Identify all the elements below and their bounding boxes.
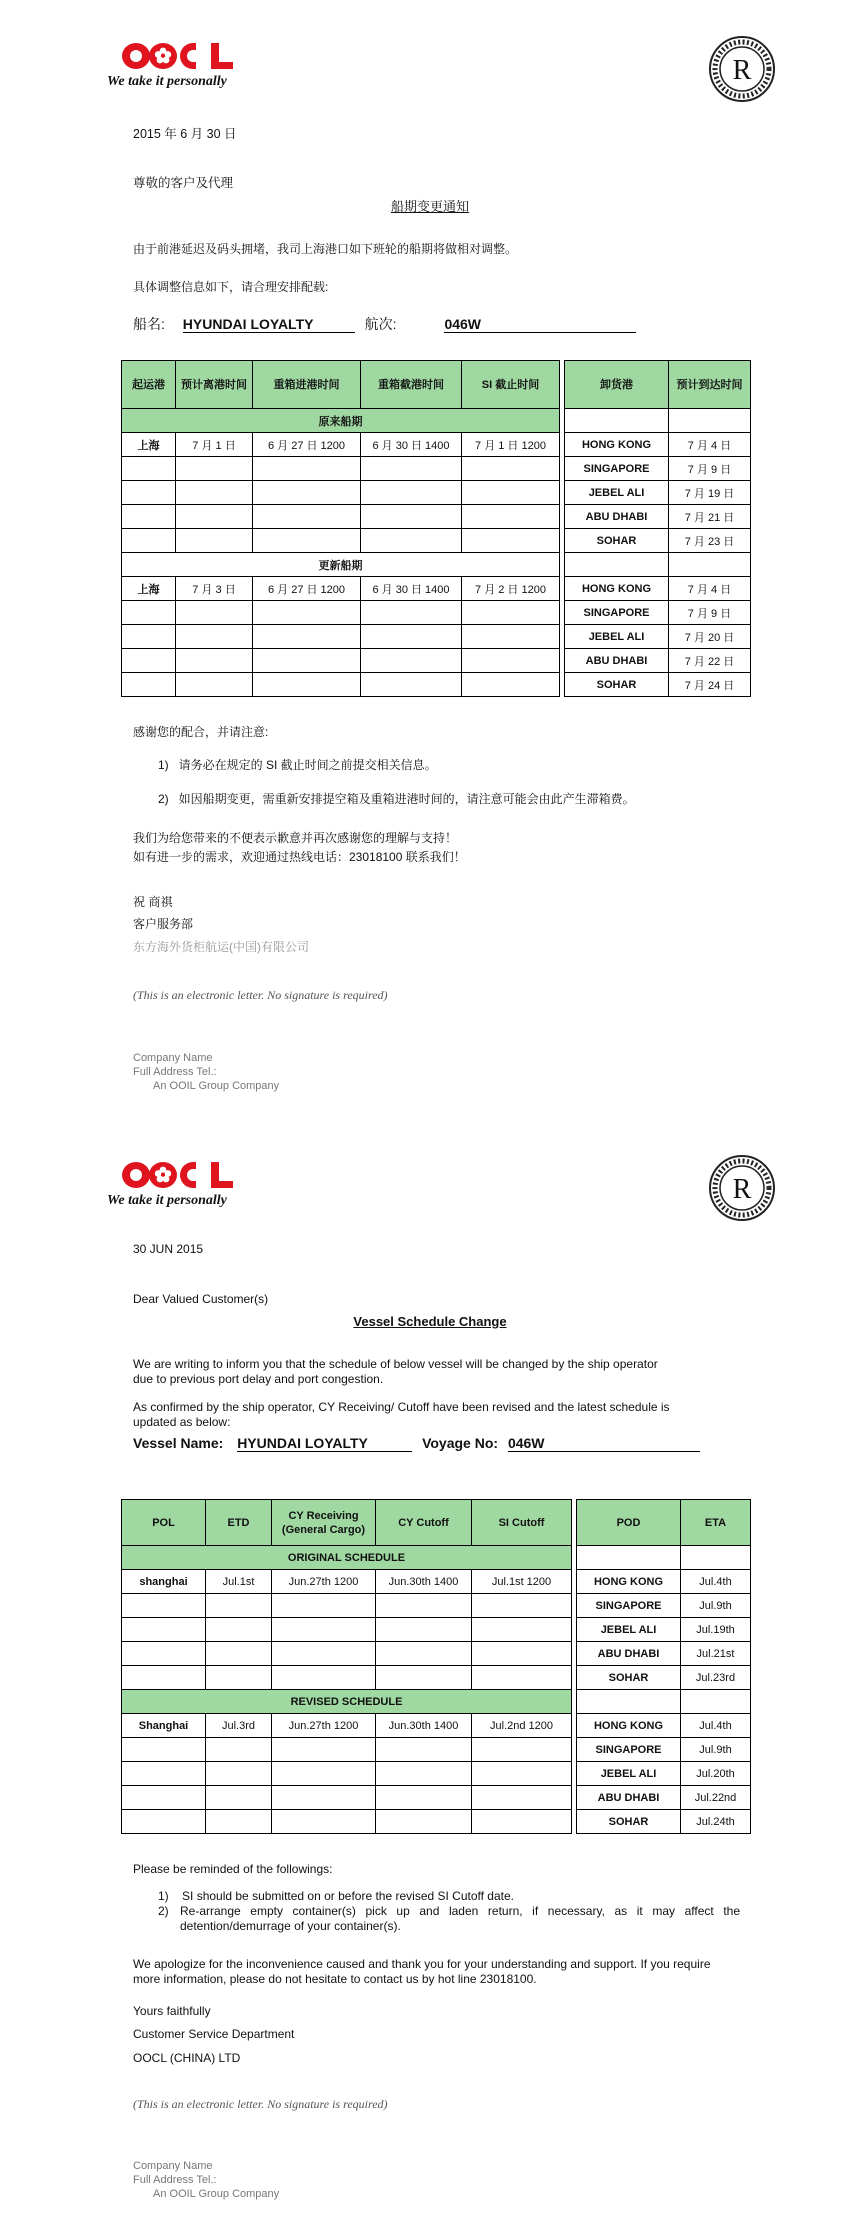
pod-cell: JEBEL ALI [565,625,669,649]
col-header-pod: POD [577,1500,681,1546]
revised-schedule-label: REVISED SCHEDULE [122,1690,572,1714]
vessel-name: HYUNDAI LOYALTY [183,316,355,333]
col-header-cy-cutoff: 重箱截港时间 [361,361,462,409]
empty-cell [253,505,361,529]
empty-cell [272,1762,376,1786]
table-row [122,1642,751,1666]
pod-cell: HONG KONG [577,1714,681,1738]
empty-cell [206,1738,272,1762]
empty-cell [361,505,462,529]
table-cell: 7 月 3 日 [176,577,253,601]
empty-cell [253,673,361,697]
empty-cell [272,1642,376,1666]
company-name: 东方海外货柜航运(中国)有限公司 [133,940,309,954]
eta-cell: 7 月 9 日 [669,601,751,625]
empty-cell [462,481,560,505]
pod-cell: SINGAPORE [565,601,669,625]
table-cell: 7 月 2 日 1200 [462,577,560,601]
table-cell: Jun.27th 1200 [272,1714,376,1738]
empty-cell [176,673,253,697]
electronic-letter-note: (This is an electronic letter. No signature is required) [133,2097,388,2111]
empty-cell [122,529,176,553]
empty-cell [206,1762,272,1786]
intro-paragraph-2: 具体调整信息如下，请合理安排配载: [133,280,329,294]
pod-cell: JEBEL ALI [565,481,669,505]
eta-cell: 7 月 24 日 [669,673,751,697]
empty-cell [206,1666,272,1690]
table-row [122,1618,751,1642]
empty-cell [376,1762,472,1786]
empty-cell [122,673,176,697]
note-item: 2) Re-arrange empty container(s) pick up and laden return, if necessary, as it may affect the detention/demurrage of your container(s). [158,1904,740,1933]
empty-cell [122,505,176,529]
oocl-logo [107,1157,257,1217]
letter-title: 船期变更通知 [390,199,469,214]
footer-group: An OOIL Group Company [153,1080,280,1092]
empty-cell [253,529,361,553]
col-header-etd: ETD [206,1500,272,1546]
eta-cell: Jul.23rd [681,1666,751,1690]
pod-cell: ABU DHABI [565,505,669,529]
col-header-pol: POL [122,1500,206,1546]
empty-cell [122,1594,206,1618]
closing: 祝 商祺 [133,895,173,909]
table-cell: 上海 [122,577,176,601]
empty-cell [206,1594,272,1618]
pod-cell: HONG KONG [577,1570,681,1594]
empty-cell [176,457,253,481]
empty-cell [376,1810,472,1834]
empty-cell [361,625,462,649]
hotline-line: 如有进一步的需求，欢迎通过热线电话：23018100 联系我们！ [133,850,466,864]
table-row [122,673,751,697]
empty-cell [462,457,560,481]
empty-cell [472,1786,572,1810]
col-header-eta: ETA [681,1500,751,1546]
empty-cell [122,1762,206,1786]
eta-cell: Jul.4th [681,1714,751,1738]
empty-cell [472,1762,572,1786]
empty-cell [361,481,462,505]
empty-cell [122,1666,206,1690]
empty-cell [206,1786,272,1810]
table-row [122,649,751,673]
empty-cell [376,1666,472,1690]
empty-cell [272,1618,376,1642]
empty-cell [253,649,361,673]
revised-schedule-label: 更新船期 [122,553,560,577]
eta-cell: Jul.9th [681,1594,751,1618]
table-row [122,529,751,553]
table-cell: 6 月 27 日 1200 [253,433,361,457]
eta-cell: 7 月 20 日 [669,625,751,649]
col-header-cy-receiving: 重箱进港时间 [253,361,361,409]
oocl-logo [107,38,257,98]
vessel-info-row [133,1435,700,1452]
table-cell: 6 月 30 日 1400 [361,433,462,457]
apology-line: 我们为给您带来的不便表示歉意并再次感谢您的理解与支持！ [133,831,458,845]
footer-company: Company Name [133,1052,213,1064]
registered-quality-seal-icon [708,1154,776,1222]
empty-cell [272,1786,376,1810]
section-header-row [122,1690,751,1714]
vessel-label: Vessel Name: [133,1435,224,1451]
note-text: SI should be submitted on or before the revised SI Cutoff date. [182,1889,514,1903]
table-cell: Jun.30th 1400 [376,1570,472,1594]
empty-cell [253,481,361,505]
table-row [122,1762,751,1786]
table-cell: Jul.1st [206,1570,272,1594]
oocl-wordmark-icon [121,38,241,74]
col-header-cy-receiving: CY Receiving (General Cargo) [272,1500,376,1546]
original-schedule-label: ORIGINAL SCHEDULE [122,1546,572,1570]
eta-cell: Jul.24th [681,1810,751,1834]
greeting: Dear Valued Customer(s) [133,1292,269,1306]
intro-line: We are writing to inform you that the schedule of below vessel will be changed by the ship operator [133,1357,658,1371]
footer-company: Company Name [133,2160,213,2172]
pod-cell: SINGAPORE [577,1594,681,1618]
registered-quality-seal-icon [708,35,776,103]
voyage-number: 046W [444,316,636,333]
table-cell: 7 月 1 日 [176,433,253,457]
footer-group: An OOIL Group Company [153,2188,280,2200]
empty-cell [253,457,361,481]
letter-page-english [0,1115,860,2226]
vessel-name: HYUNDAI LOYALTY [237,1435,412,1452]
company-name: OOCL (CHINA) LTD [133,2051,241,2065]
table-row [122,1714,751,1738]
table-cell: Shanghai [122,1714,206,1738]
empty-cell [361,649,462,673]
col-header-etd: 预计离港时间 [176,361,253,409]
intro-line: updated as below: [133,1415,231,1429]
pod-cell: ABU DHABI [577,1642,681,1666]
voyage-number: 046W [508,1435,700,1452]
section-header-row [122,409,751,433]
pod-cell: SINGAPORE [565,457,669,481]
pod-cell: JEBEL ALI [577,1618,681,1642]
empty-cell [122,1618,206,1642]
col-header-eta: 预计到达时间 [669,361,751,409]
empty-cell [472,1642,572,1666]
empty-cell [122,1738,206,1762]
table-row [122,457,751,481]
empty-cell [206,1618,272,1642]
col-header-pol: 起运港 [122,361,176,409]
letter-date: 30 JUN 2015 [133,1242,204,1256]
pod-cell: JEBEL ALI [577,1762,681,1786]
empty-cell [361,673,462,697]
empty-cell [472,1594,572,1618]
note-item: 1) SI should be submitted on or before the revised SI Cutoff date. [158,1889,514,1903]
empty-cell [272,1666,376,1690]
note-item: 2) 如因船期变更，需重新安排提空箱及重箱进港时间的，请注意可能会由此产生滞箱费。 [158,792,635,806]
electronic-letter-note: (This is an electronic letter. No signature is required) [133,988,388,1002]
eta-cell: 7 月 9 日 [669,457,751,481]
empty-cell [122,1810,206,1834]
closing: Yours faithfully [133,2004,211,2018]
original-schedule-label: 原来船期 [122,409,560,433]
empty-cell [253,601,361,625]
section-header-row [122,553,751,577]
eta-cell: Jul.20th [681,1762,751,1786]
pod-cell: SOHAR [565,673,669,697]
intro-line: due to previous port delay and port congestion. [133,1372,384,1386]
department: Customer Service Department [133,2027,295,2041]
eta-cell: Jul.9th [681,1738,751,1762]
empty-cell [361,601,462,625]
pod-cell: SOHAR [577,1810,681,1834]
empty-cell [376,1594,472,1618]
eta-cell: Jul.4th [681,1570,751,1594]
empty-cell [176,481,253,505]
empty-cell [472,1666,572,1690]
empty-cell [376,1642,472,1666]
letter-title: Vessel Schedule Change [353,1314,507,1329]
oocl-tagline: We take it personally [107,1193,227,1208]
voyage-label: Voyage No: [422,1435,499,1451]
schedule-table [121,1499,751,1834]
empty-cell [462,529,560,553]
note-item: 1) 请务必在规定的 SI 截止时间之前提交相关信息。 [158,758,437,772]
table-row [122,625,751,649]
section-header-row [122,1546,751,1570]
footer [133,2159,279,2201]
empty-cell [361,457,462,481]
vessel-label: 船名: [133,316,165,332]
eta-cell: 7 月 23 日 [669,529,751,553]
empty-cell [462,505,560,529]
intro-line: As confirmed by the ship operator, CY Receiving/ Cutoff have been revised and the latest schedule is [133,1400,670,1414]
table-row [122,1594,751,1618]
table-row [122,505,751,529]
voyage-label: 航次: [364,316,397,332]
table-row [122,601,751,625]
empty-cell [462,601,560,625]
department: 客户服务部 [133,917,194,931]
greeting: 尊敬的客户及代理 [133,176,234,190]
empty-cell [472,1810,572,1834]
eta-cell: Jul.22nd [681,1786,751,1810]
eta-cell: 7 月 21 日 [669,505,751,529]
pod-cell: HONG KONG [565,433,669,457]
table-row [122,577,751,601]
col-header-si-cutoff: SI Cutoff [472,1500,572,1546]
empty-cell [122,1642,206,1666]
col-header-cy-cutoff: CY Cutoff [376,1500,472,1546]
table-row [122,1786,751,1810]
svg-text:R: R [732,1174,752,1205]
table-row [122,1810,751,1834]
table-cell: shanghai [122,1570,206,1594]
note-text: 如因船期变更，需重新安排提空箱及重箱进港时间的，请注意可能会由此产生滞箱费。 [178,792,635,806]
eta-cell: 7 月 4 日 [669,577,751,601]
empty-cell [122,1786,206,1810]
table-row [122,1570,751,1594]
empty-cell [176,529,253,553]
empty-cell [122,601,176,625]
empty-cell [462,673,560,697]
empty-cell [376,1618,472,1642]
pod-cell: SOHAR [577,1666,681,1690]
empty-cell [122,625,176,649]
pod-cell: SOHAR [565,529,669,553]
empty-cell [462,649,560,673]
empty-cell [176,625,253,649]
empty-cell [122,457,176,481]
empty-cell [272,1594,376,1618]
empty-cell [361,529,462,553]
table-cell: Jun.30th 1400 [376,1714,472,1738]
footer [133,1051,279,1093]
pod-cell: HONG KONG [565,577,669,601]
empty-cell [376,1786,472,1810]
table-cell: Jun.27th 1200 [272,1570,376,1594]
empty-cell [253,625,361,649]
oocl-wordmark-icon [121,1157,241,1193]
footer-address: Full Address Tel.: [133,1066,217,1078]
intro-paragraph [133,1357,658,1387]
eta-cell: 7 月 22 日 [669,649,751,673]
empty-cell [122,481,176,505]
note-text: Re-arrange empty container(s) pick up and laden return, if necessary, as it may affect the detention/demurrage of your container(s). [180,1904,740,1933]
table-row [122,481,751,505]
eta-cell: 7 月 19 日 [669,481,751,505]
empty-cell [472,1738,572,1762]
intro-paragraph: 由于前港延迟及码头拥堵，我司上海港口如下班轮的船期将做相对调整。 [133,242,518,256]
eta-cell: 7 月 4 日 [669,433,751,457]
table-row [122,1738,751,1762]
eta-cell: Jul.19th [681,1618,751,1642]
letter-date: 2015 年 6 月 30 日 [133,127,237,141]
empty-cell [272,1738,376,1762]
empty-cell [122,649,176,673]
pod-cell: SINGAPORE [577,1738,681,1762]
empty-cell [472,1618,572,1642]
col-header-pod: 卸货港 [565,361,669,409]
empty-cell [176,505,253,529]
svg-text:R: R [732,55,752,86]
empty-cell [176,601,253,625]
table-cell: Jul.3rd [206,1714,272,1738]
intro-paragraph-2 [133,1400,670,1430]
empty-cell [462,625,560,649]
vessel-info-row [133,314,636,334]
footer-address: Full Address Tel.: [133,2174,217,2186]
table-row [122,1666,751,1690]
thanks-line: 感谢您的配合，并请注意: [133,725,269,739]
table-cell: Jul.2nd 1200 [472,1714,572,1738]
note-text: 请务必在规定的 SI 截止时间之前提交相关信息。 [178,758,437,772]
table-cell: 6 月 30 日 1400 [361,577,462,601]
table-cell: 上海 [122,433,176,457]
empty-cell [206,1810,272,1834]
table-cell: 6 月 27 日 1200 [253,577,361,601]
empty-cell [206,1642,272,1666]
oocl-tagline: We take it personally [107,74,227,89]
empty-cell [176,649,253,673]
reminder-line: Please be reminded of the followings: [133,1862,333,1876]
empty-cell [376,1738,472,1762]
col-header-si-cutoff: SI 截止时间 [462,361,560,409]
pod-cell: ABU DHABI [565,649,669,673]
eta-cell: Jul.21st [681,1642,751,1666]
pod-cell: ABU DHABI [577,1786,681,1810]
schedule-table [121,360,751,697]
table-cell: Jul.1st 1200 [472,1570,572,1594]
table-cell: 7 月 1 日 1200 [462,433,560,457]
apology-paragraph: We apologize for the inconvenience caused and thank you for your understanding and support. If you require more information, please do not hesitate to contact us by hot line 23018100. [133,1957,711,1986]
table-row [122,433,751,457]
empty-cell [272,1810,376,1834]
